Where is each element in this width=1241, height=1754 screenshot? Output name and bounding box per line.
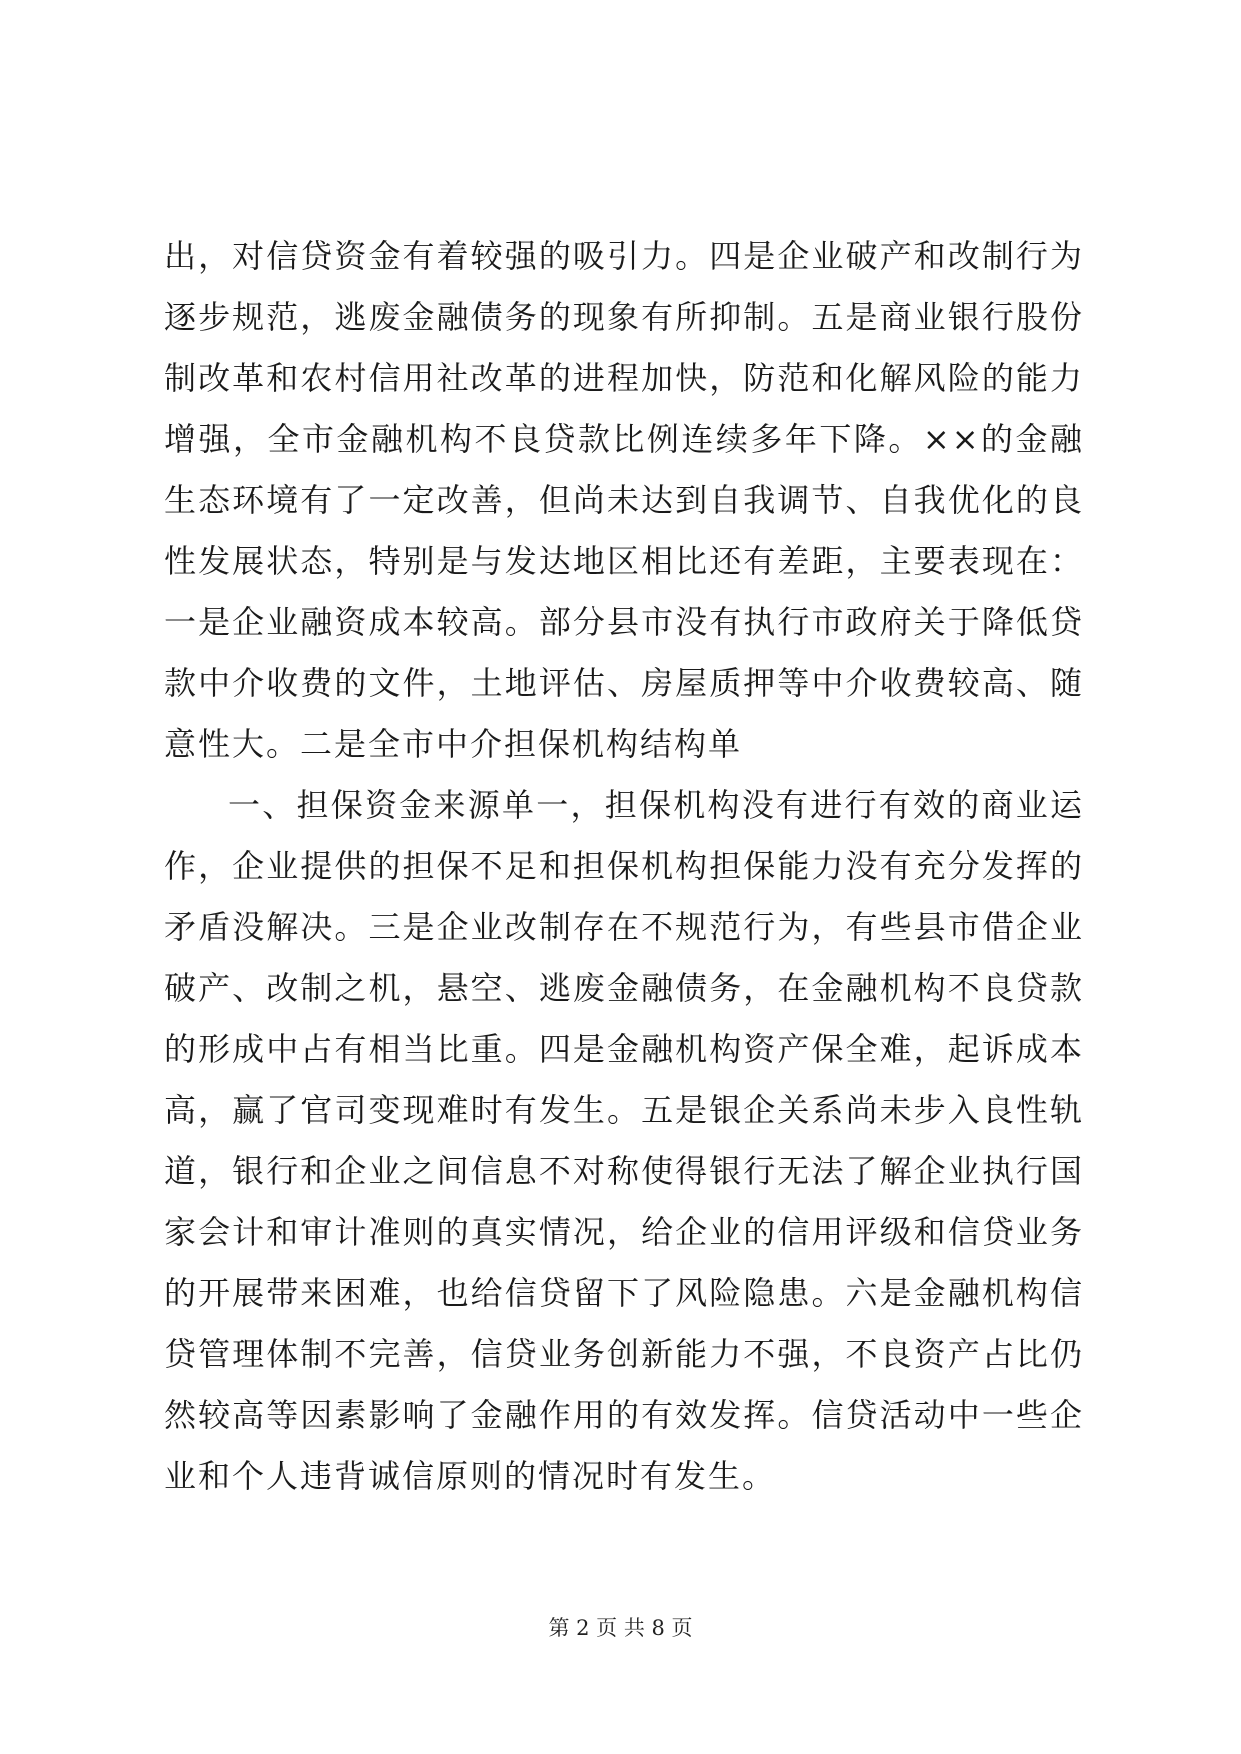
paragraph-2: 一、担保资金来源单一，担保机构没有进行有效的商业运作，企业提供的担保不足和担保机构担保能力没有充分发挥的矛盾没解决。三是企业改制存在不规范行为，有些县市借企业破产、改制之机，悬空、逃废金融债务，在金融机构不良贷款的形成中占有相当比重。四是金融机构资产保全难，起诉成本高，赢了官司变现难时有发生。五是银企关系尚未步入良性轨道，银行和企业之间信息不对称使得银行无法了解企业执行国家会计和审计准则的真实情况，给企业的信用评级和信贷业务的开展带来困难，也给信贷留下了风险隐患。六是金融机构信贷管理体制不完善，信贷业务创新能力不强，不良资产占比仍然较高等因素影响了金融作用的有效发挥。信贷活动中一些企业和个人违背诚信原则的情况时有发生。: [164, 786, 1084, 1495]
body-text: [164, 226, 1084, 1507]
paragraph-1: 出，对信贷资金有着较强的吸引力。四是企业破产和改制行为逐步规范，逃废金融债务的现象有所抑制。五是商业银行股份制改革和农村信用社改革的进程加快，防范和化解风险的能力增强，全市金融机构不良贷款比例连续多年下降。××的金融生态环境有了一定改善，但尚未达到自我调节、自我优化的良性发展状态，特别是与发达地区相比还有差距，主要表现在：一是企业融资成本较高。部分县市没有执行市政府关于降低贷款中介收费的文件，土地评估、房屋质押等中介收费较高、随意性大。二是全市中介担保机构结构单: [164, 237, 1084, 763]
page-number-footer: 第 2 页 共 8 页: [548, 1616, 693, 1640]
